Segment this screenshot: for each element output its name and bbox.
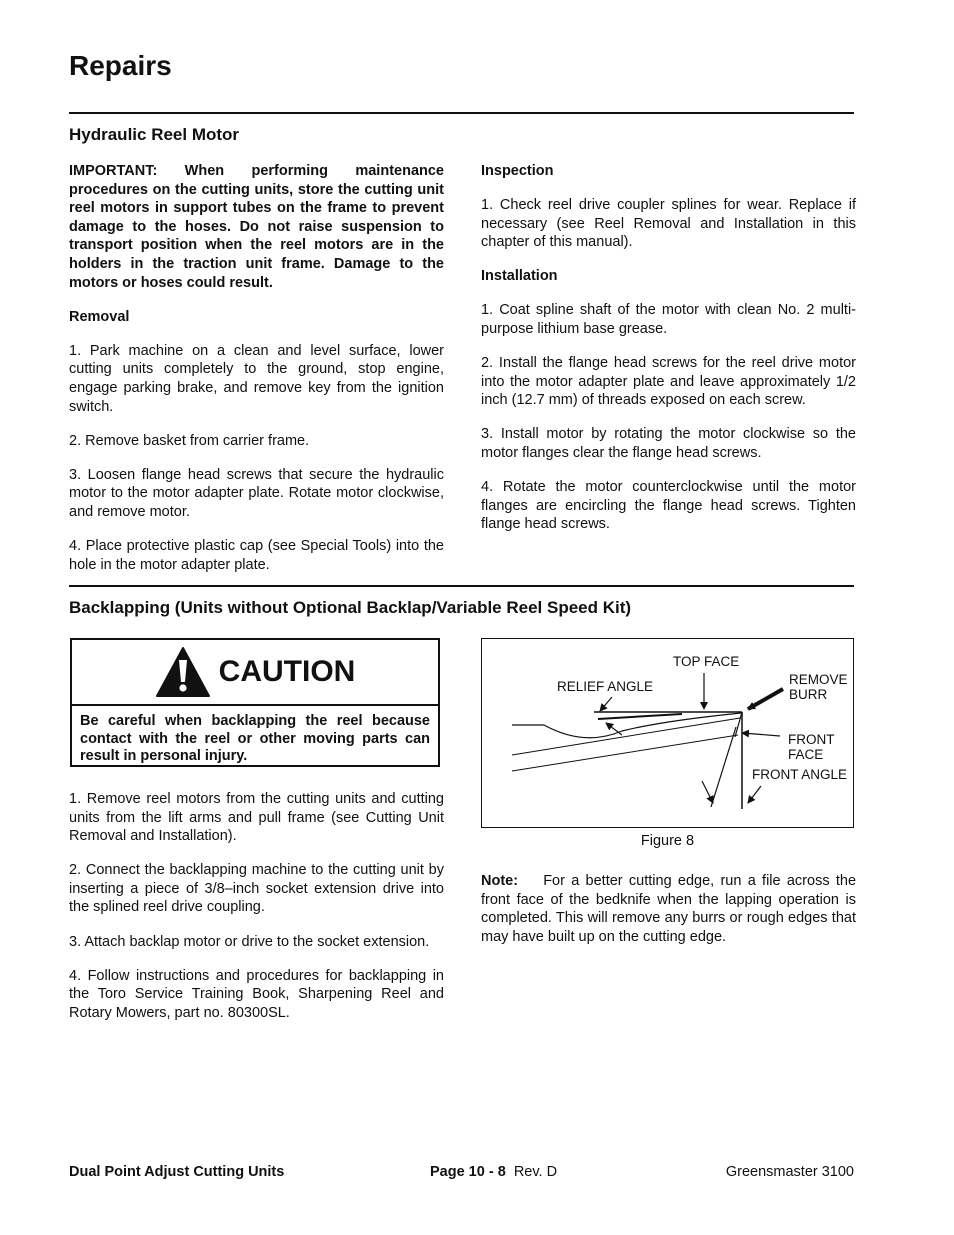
installation-heading: Installation: [481, 268, 558, 285]
section-title-backlapping: Backlapping (Units without Optional Backlap/Variable Reel Speed Kit): [69, 598, 632, 617]
backlap-step-2: 2. Connect the backlapping machine to the cutting unit by inserting a piece of 3/8–inch socket extension drive into the splined reel drive coupling.: [69, 862, 444, 916]
footer-revision: Rev. D: [513, 1164, 558, 1180]
caution-box: [70, 638, 440, 767]
footer-right: Greensmaster 3100: [725, 1164, 854, 1180]
inspection-heading: Inspection: [481, 163, 554, 179]
installation-step-2: 2. Install the flange head screws for the reel drive motor into the motor adapter plate and leave approximately 1/2 inch (12.7 mm) of threads exposed on each screw.: [481, 355, 856, 409]
installation-step-4: 4. Rotate the motor counterclockwise until the motor flanges are encircling the flange head screws. Tighten flange head screws.: [481, 479, 856, 533]
right-column-section1: [481, 162, 856, 549]
warning-triangle-icon: [155, 646, 211, 698]
divider: [69, 112, 854, 114]
left-column-section1: [69, 162, 444, 590]
section-title-hydraulic-reel-motor: Hydraulic Reel Motor: [69, 125, 240, 144]
label-remove-burr-line2: BURR: [789, 687, 828, 702]
installation-step-1: 1. Coat spline shaft of the motor with clean No. 2 multi-purpose lithium base grease.: [481, 302, 856, 338]
caution-text: Be careful when backlapping the reel because contact with the reel or other moving parts can result in personal injury.: [80, 713, 430, 764]
caution-header: [72, 640, 438, 706]
backlap-step-4: 4. Follow instructions and procedures for backlapping in the Toro Service Training Book, Sharpening Reel and Rotary Mowers, part no. 80300SL.: [69, 967, 444, 1021]
figure-caption: Figure 8: [640, 833, 695, 849]
removal-step-3: 3. Loosen flange head screws that secure the hydraulic motor to the motor adapter plate. Rotate motor clockwise, and remove motor.: [69, 466, 444, 520]
label-front-face-line2: FACE: [788, 747, 824, 762]
caution-label: CAUTION: [218, 655, 356, 688]
figure-8: [481, 638, 854, 828]
page-title: Repairs: [69, 50, 172, 81]
label-relief-angle: RELIEF ANGLE: [557, 679, 654, 694]
important-notice: IMPORTANT: When performing maintenance procedures on the cutting units, store the cutting unit reel motors in support tubes on the frame to prevent damage to the hoses. Do not raise suspension to transport position when the reel motors are in the holders in the traction unit frame. Damage to the motors or hoses could result.: [69, 163, 444, 291]
label-front-face-line1: FRONT: [788, 732, 835, 747]
note-block: [481, 872, 856, 962]
label-remove-burr-line1: REMOVE: [789, 672, 848, 687]
removal-step-2: 2. Remove basket from carrier frame.: [69, 432, 310, 449]
footer-page-number: Page 10 - 8: [430, 1164, 506, 1180]
installation-step-3: 3. Install motor by rotating the motor clockwise so the motor flanges clear the flange head screws.: [481, 426, 856, 462]
inspection-step-1: 1. Check reel drive coupler splines for wear. Replace if necessary (see Reel Removal and Installation in this chapter of this manual).: [481, 197, 856, 251]
divider: [69, 585, 854, 587]
note-label: Note:: [481, 873, 519, 889]
removal-heading: Removal: [69, 308, 130, 325]
removal-step-1: 1. Park machine on a clean and level surface, lower cutting units completely to the ground, stop engine, engage parking brake, and remove key from the ignition switch.: [69, 342, 444, 415]
label-top-face: TOP FACE: [673, 654, 740, 669]
footer-page-info: [430, 1164, 557, 1180]
removal-step-4: 4. Place protective plastic cap (see Special Tools) into the hole in the motor adapter plate.: [69, 538, 444, 573]
backlap-step-1: 1. Remove reel motors from the cutting units and cutting units from the lift arms and pull frame (see Cutting Unit Removal and Installation).: [69, 791, 444, 845]
note-text: For a better cutting edge, run a file across the front face of the bedknife when the lapping operation is completed. This will remove any burrs or rough edges that may have built up on the cutting edge.: [481, 873, 857, 945]
left-column-section2: [69, 790, 444, 1038]
label-front-angle: FRONT ANGLE: [752, 767, 848, 782]
backlap-step-3: 3. Attach backlap motor or drive to the socket extension.: [69, 933, 430, 950]
footer-left: Dual Point Adjust Cutting Units: [69, 1164, 285, 1180]
